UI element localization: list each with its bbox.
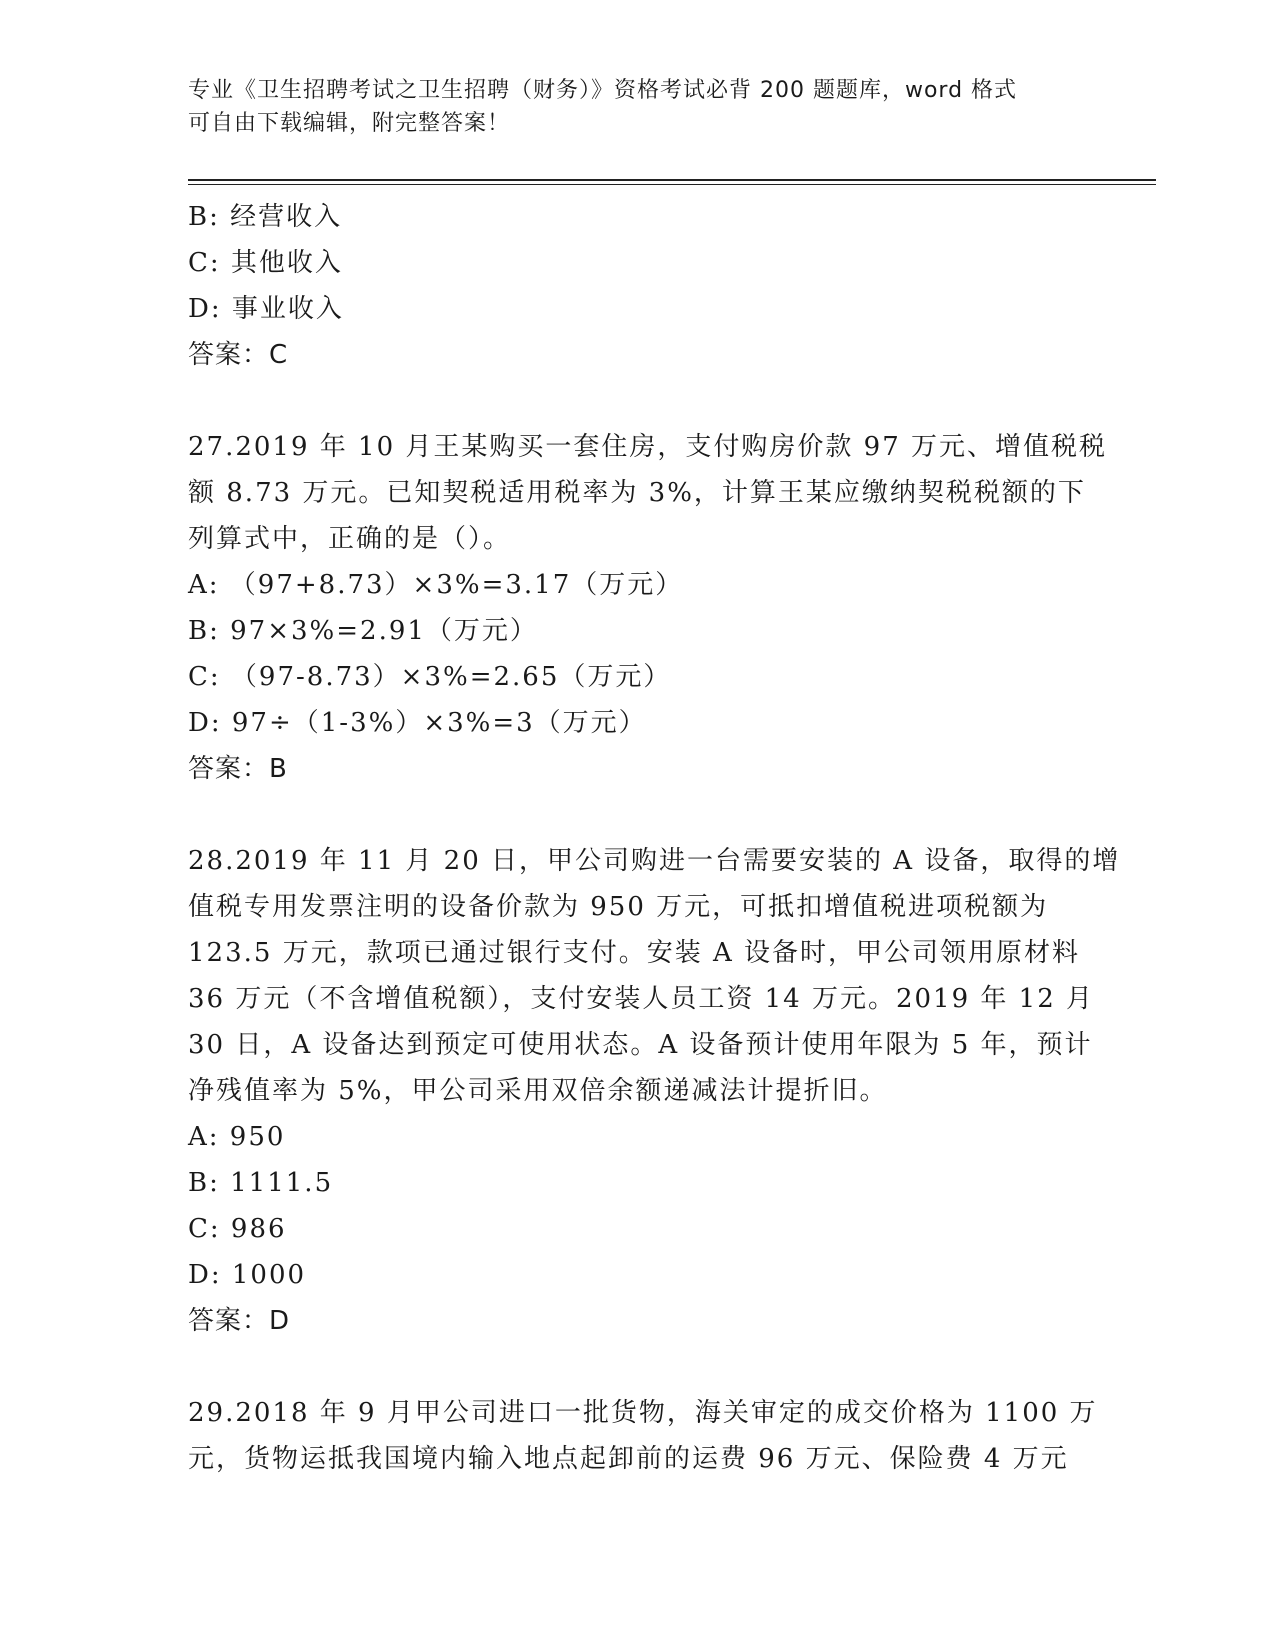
question-stem-line: 30 日，A 设备达到预定可使用状态。A 设备预计使用年限为 5 年，预计: [188, 1030, 1093, 1060]
option-b: B: 1111.5: [188, 1168, 334, 1198]
option-c: C: 其他收入: [188, 248, 343, 278]
spacer: [188, 378, 1088, 424]
option-c: C: （97-8.73）×3%=2.65（万元）: [188, 662, 672, 692]
option-d: D: 事业收入: [188, 294, 344, 324]
option-b: B: 97×3%=2.91（万元）: [188, 616, 538, 646]
question-stem-line: 净残值率为 5%，甲公司采用双倍余额递减法计提折旧。: [188, 1076, 888, 1106]
option-b: B: 经营收入: [188, 202, 343, 232]
document-header: [188, 74, 1088, 140]
header-divider: [188, 179, 1156, 185]
answer-line: 答案：C: [188, 340, 289, 370]
question-stem-line: 28.2019 年 11 月 20 日，甲公司购进一台需要安装的 A 设备，取得的增: [188, 846, 1121, 876]
option-c: C: 986: [188, 1214, 287, 1244]
option-a: A: （97+8.73）×3%=3.17（万元）: [188, 570, 684, 600]
question-stem-line: 列算式中，正确的是（）。: [188, 524, 512, 554]
question-27: [188, 424, 1108, 792]
option-a: A: 950: [188, 1122, 286, 1152]
answer-line: 答案：D: [188, 1306, 291, 1336]
question-26-tail: [188, 194, 1088, 378]
question-stem-line: 元，货物运抵我国境内输入地点起卸前的运费 96 万元、保险费 4 万元: [188, 1444, 1069, 1474]
option-d: D: 97÷（1-3%）×3%=3（万元）: [188, 708, 647, 738]
question-29: [188, 1390, 1098, 1482]
question-28: [188, 838, 1121, 1344]
question-stem-line: 27.2019 年 10 月王某购买一套住房，支付购房价款 97 万元、增值税税: [188, 432, 1108, 462]
question-stem-line: 29.2018 年 9 月甲公司进口一批货物，海关审定的成交价格为 1100 万: [188, 1398, 1098, 1428]
answer-line: 答案：B: [188, 754, 288, 784]
question-stem-line: 123.5 万元，款项已通过银行支付。安装 A 设备时，甲公司领用原材料: [188, 938, 1081, 968]
question-stem-line: 额 8.73 万元。已知契税适用税率为 3%，计算王某应缴纳契税税额的下: [188, 478, 1086, 508]
spacer: [188, 1344, 1088, 1390]
question-stem-line: 值税专用发票注明的设备价款为 950 万元，可抵扣增值税进项税额为: [188, 892, 1049, 922]
spacer: [188, 792, 1088, 838]
question-content: [188, 194, 1121, 1482]
option-d: D: 1000: [188, 1260, 307, 1290]
header-title-line-2: 可自由下载编辑，附完整答案！: [188, 111, 511, 136]
header-title-line-1: 专业《卫生招聘考试之卫生招聘（财务）》资格考试必背 200 题题库，word 格式: [188, 78, 1018, 103]
question-stem-line: 36 万元（不含增值税额），支付安装人员工资 14 万元。2019 年 12 月: [188, 984, 1095, 1014]
